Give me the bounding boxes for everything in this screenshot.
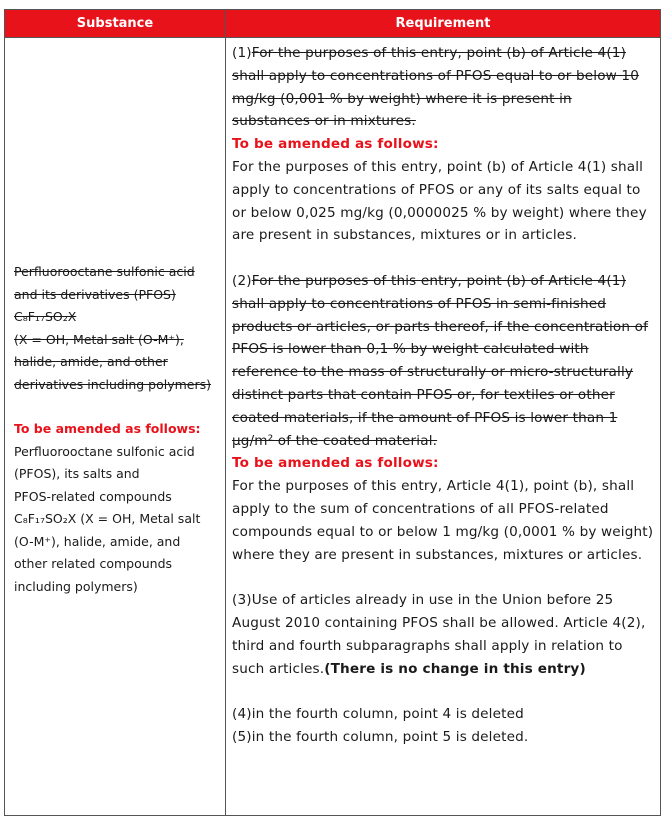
substance-new-line: (PFOS), its salts and <box>14 466 140 481</box>
substance-old-line: derivatives including polymers) <box>14 376 211 392</box>
table-row <box>5 38 661 816</box>
point-number: (2) <box>232 272 252 289</box>
substance-old <box>14 261 217 396</box>
amended-text: For the purposes of this entry, Article 4(1), point (b), shall apply to the sum of concentrations of all PFOS-related compounds equal to or below 1 mg/kg (0,0001 % by weight) where they are present in substances, mixtures or articles. <box>232 478 654 563</box>
requirement-point-1 <box>232 42 654 247</box>
substance-new <box>14 441 217 599</box>
amended-text: For the purposes of this entry, point (b) of Article 4(1) shall apply to concentrations of PFOS or any of its salts equal to or below 0,025 mg/kg (0,0000025 % by weight) where they are present in substances, mixtures or in articles. <box>232 158 647 244</box>
requirement-header: Requirement <box>226 10 661 38</box>
point-number: (1) <box>232 45 252 61</box>
substance-cell <box>5 38 226 816</box>
requirement-point-3 <box>232 589 654 680</box>
requirement-point-5: (5)in the fourth column, point 5 is deleted. <box>232 728 529 745</box>
no-change-note: (There is no change in this entry) <box>324 660 586 677</box>
amend-label: To be amended as follows: <box>232 455 439 472</box>
amend-label: To be amended as follows: <box>232 136 439 153</box>
substance-amend-label: To be amended as follows: <box>14 421 201 436</box>
substance-new-line: PFOS-related compounds <box>14 488 172 504</box>
requirement-point-2 <box>232 270 654 566</box>
substance-new-line: other related compounds <box>14 556 173 571</box>
substance-new-line: Perfluorooctane sulfonic acid <box>14 443 195 459</box>
requirement-point-4: (4)in the fourth column, point 4 is deleted <box>232 706 524 723</box>
deleted-text: For the purposes of this entry, point (b) of Article 4(1) shall apply to concentrations of PFOS equal to or below 10 mg/kg (0,001 % by weight) where it is present in substances or in mixtures. <box>232 45 639 130</box>
substance-header: Substance <box>5 10 226 38</box>
amendment-table <box>4 9 661 816</box>
point-text: (3)Use of articles already in use in the Union before 25 August 2010 containing PFOS shall be allowed. Article 4(2), third and fourth subparagraphs shall apply in relation to such articles. <box>232 592 646 677</box>
substance-old-line: Perfluorooctane sulfonic acid <box>14 264 195 279</box>
substance-new-line: including polymers) <box>14 578 138 594</box>
substance-new-line: (O-M⁺), halide, amide, and <box>14 533 181 549</box>
substance-old-line: and its derivatives (PFOS) <box>14 286 176 302</box>
substance-old-line: halide, amide, and other <box>14 354 168 369</box>
requirement-cell <box>226 38 661 816</box>
substance-old-formula: C₈F₁₇SO₂X <box>14 309 77 324</box>
deleted-text: For the purposes of this entry, point (b) of Article 4(1) shall apply to concentrations of PFOS in semi-finished products or articles, or parts thereof, if the concentration of PFOS is lower than 0,1 % by weight calculated with reference to the mass of structurally or micro-structurally distinct parts that contain PFOS or, for textiles or other coated materials, if the amount of PFOS is lower than 1 μg/m² of the coated material. <box>232 272 649 449</box>
substance-new-formula-line: C₈F₁₇SO₂X (X = OH, Metal salt <box>14 511 201 526</box>
header-row <box>5 10 661 38</box>
substance-old-line: (X = OH, Metal salt (O-M⁺), <box>14 331 184 347</box>
